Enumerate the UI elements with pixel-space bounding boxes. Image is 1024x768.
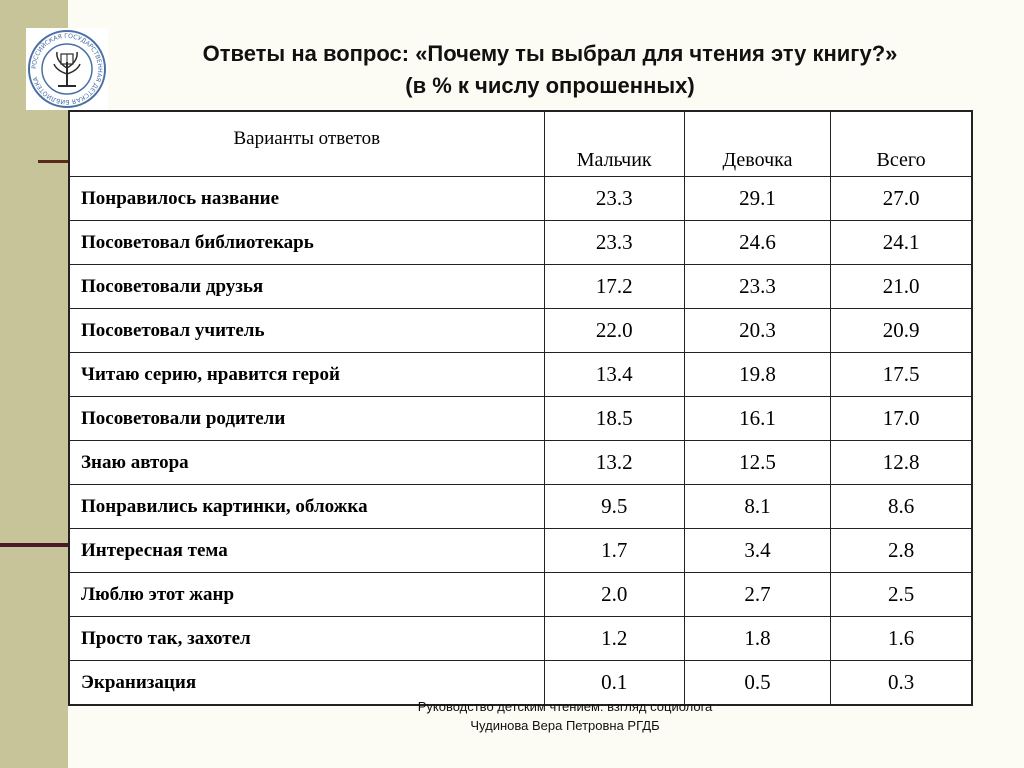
cell-total: 21.0 [831,265,972,309]
cell-girl: 8.1 [684,485,830,529]
cell-girl: 16.1 [684,397,830,441]
cell-answer: Читаю серию, нравится герой [69,353,544,397]
table-row [69,177,972,221]
slide-title-line1: Ответы на вопрос: «Почему ты выбрал для чтения эту книгу?» [202,41,898,66]
cell-total: 12.8 [831,441,972,485]
cell-boy: 1.7 [544,529,684,573]
cell-girl: 24.6 [684,221,830,265]
cell-total: 2.5 [831,573,972,617]
cell-answer: Посоветовали друзья [69,265,544,309]
cell-girl: 12.5 [684,441,830,485]
table-row [69,265,972,309]
cell-total: 17.5 [831,353,972,397]
header-total: Всего [831,111,972,177]
cell-boy: 23.3 [544,221,684,265]
cell-answer: Понравилось название [69,177,544,221]
header-answers: Варианты ответов [69,111,544,177]
cell-boy: 23.3 [544,177,684,221]
table-row [69,397,972,441]
cell-answer: Посоветовал учитель [69,309,544,353]
footer-line2: Чудинова Вера Петровна РГДБ [470,718,660,733]
cell-answer: Интересная тема [69,529,544,573]
cell-boy: 13.4 [544,353,684,397]
table-row [69,617,972,661]
cell-total: 1.6 [831,617,972,661]
cell-boy: 13.2 [544,441,684,485]
cell-girl: 19.8 [684,353,830,397]
cell-boy: 2.0 [544,573,684,617]
slide-title [110,38,990,102]
cell-answer: Люблю этот жанр [69,573,544,617]
cell-girl: 0.5 [684,661,830,706]
slide-title-line2: (в % к числу опрошенных) [405,73,695,98]
table-row [69,221,972,265]
cell-answer: Посоветовали родители [69,397,544,441]
cell-boy: 0.1 [544,661,684,706]
cell-girl: 3.4 [684,529,830,573]
cell-boy: 18.5 [544,397,684,441]
cell-total: 0.3 [831,661,972,706]
cell-girl: 29.1 [684,177,830,221]
cell-boy: 9.5 [544,485,684,529]
cell-answer: Знаю автора [69,441,544,485]
responses-table [68,110,973,706]
cell-total: 17.0 [831,397,972,441]
cell-total: 27.0 [831,177,972,221]
table-row [69,529,972,573]
cell-total: 20.9 [831,309,972,353]
table-row [69,441,972,485]
cell-boy: 1.2 [544,617,684,661]
footer-line1: Руководство детским чтением: взгляд социолога [417,699,713,714]
cell-girl: 2.7 [684,573,830,617]
table-body [69,177,972,706]
accent-line-top [38,160,70,163]
library-logo-icon [26,28,108,110]
cell-answer: Экранизация [69,661,544,706]
accent-line-bottom [0,543,68,547]
left-decorative-band [0,0,68,768]
header-girl: Девочка [684,111,830,177]
cell-total: 24.1 [831,221,972,265]
cell-total: 2.8 [831,529,972,573]
footer [360,697,770,735]
header-boy: Мальчик [544,111,684,177]
table-row [69,309,972,353]
cell-answer: Посоветовал библиотекарь [69,221,544,265]
cell-girl: 1.8 [684,617,830,661]
table-row [69,573,972,617]
cell-answer: Понравились картинки, обложка [69,485,544,529]
table-row [69,485,972,529]
table-header-row [69,111,972,177]
cell-total: 8.6 [831,485,972,529]
table-row [69,353,972,397]
cell-girl: 23.3 [684,265,830,309]
cell-boy: 22.0 [544,309,684,353]
cell-girl: 20.3 [684,309,830,353]
cell-boy: 17.2 [544,265,684,309]
logo-ring-text: РОССИЙСКАЯ ГОСУДАРСТВЕННАЯ ДЕТСКАЯ БИБЛИОТЕКА [30,32,104,106]
cell-answer: Просто так, захотел [69,617,544,661]
